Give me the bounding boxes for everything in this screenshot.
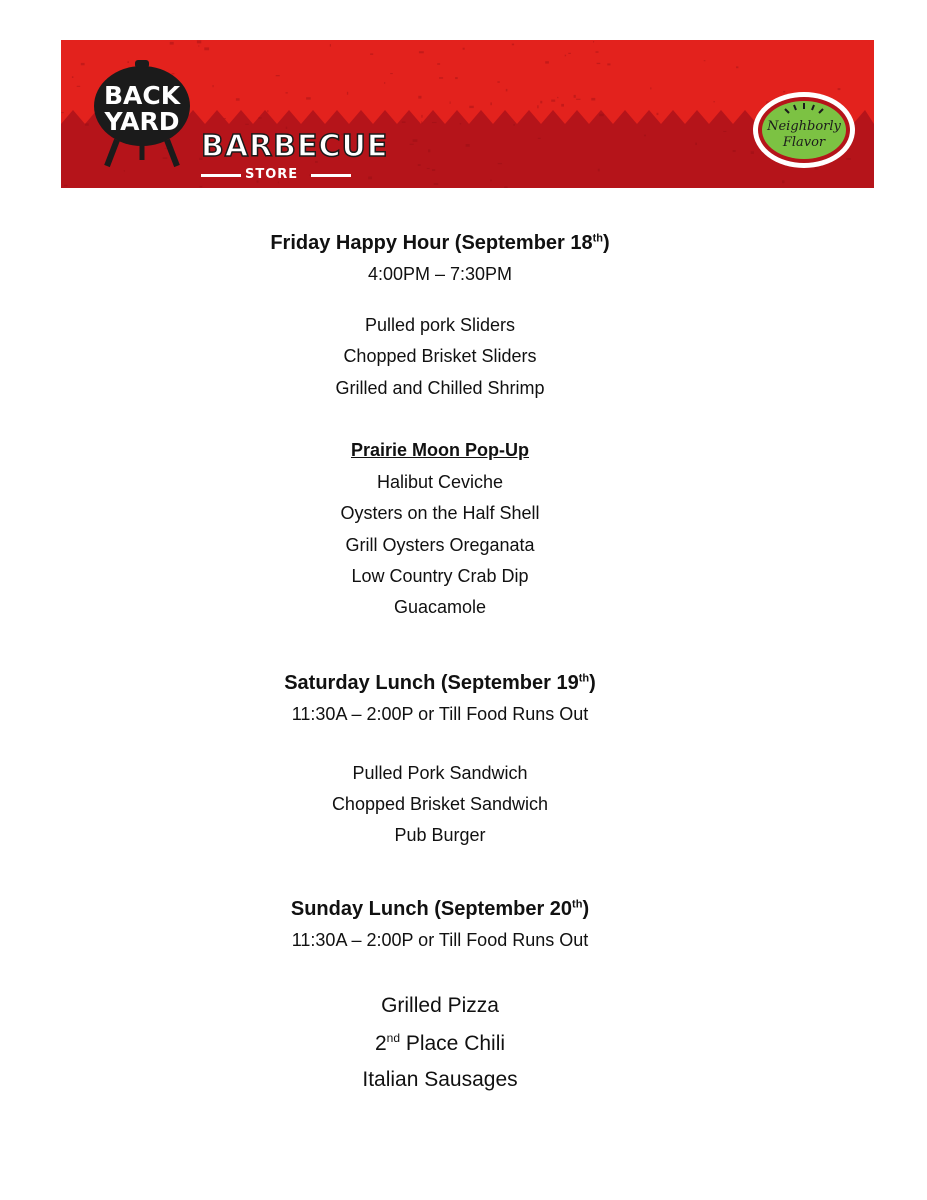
texture-speck — [170, 42, 174, 45]
texture-speck — [512, 44, 514, 46]
texture-speck — [490, 102, 492, 105]
texture-speck — [695, 143, 697, 146]
store-rule-right — [311, 174, 351, 177]
texture-speck — [437, 63, 440, 65]
texture-speck — [419, 51, 424, 53]
texture-speck — [197, 40, 201, 43]
texture-speck — [77, 86, 81, 87]
texture-speck — [200, 186, 203, 188]
texture-speck — [537, 105, 538, 108]
texture-speck — [64, 185, 68, 187]
texture-speck — [286, 92, 288, 93]
texture-speck — [607, 63, 610, 65]
texture-speck — [439, 77, 443, 79]
texture-speck — [733, 150, 736, 152]
texture-speck — [568, 53, 571, 54]
texture-speck — [545, 61, 549, 63]
texture-speck — [427, 168, 430, 169]
texture-speck — [434, 183, 439, 185]
texture-speck — [599, 114, 604, 116]
texture-speck — [736, 66, 738, 68]
menu-item: Pub Burger — [394, 825, 486, 845]
texture-speck — [81, 63, 85, 65]
texture-speck — [198, 46, 199, 47]
texture-speck — [384, 82, 385, 84]
texture-speck — [455, 77, 458, 79]
texture-speck — [402, 121, 406, 123]
texture-speck — [276, 75, 280, 76]
sunday-heading: Sunday Lunch (September 20th) — [290, 898, 590, 920]
texture-speck — [413, 139, 418, 142]
texture-speck — [561, 104, 564, 107]
texture-speck — [421, 115, 422, 118]
texture-speck — [258, 117, 261, 118]
texture-speck — [497, 81, 499, 83]
texture-speck — [576, 99, 580, 100]
texture-speck — [463, 48, 465, 50]
texture-speck — [428, 149, 430, 152]
texture-speck — [498, 163, 502, 164]
saturday-time: 11:30A – 2:00P or Till Food Runs Out — [291, 704, 589, 724]
texture-speck — [557, 97, 558, 98]
texture-speck — [204, 47, 209, 50]
texture-speck — [418, 164, 421, 166]
barbecue-wordmark: BARBECUE — [201, 129, 389, 164]
texture-speck — [714, 101, 715, 102]
menu-item: Italian Sausages — [362, 1068, 518, 1091]
texture-speck — [704, 60, 706, 61]
menu-item: Low Country Crab Dip — [351, 566, 529, 586]
texture-speck — [591, 98, 595, 101]
texture-speck — [418, 96, 421, 99]
texture-speck — [370, 53, 373, 55]
texture-speck — [596, 51, 599, 53]
menu-item: Halibut Ceviche — [376, 472, 504, 492]
texture-speck — [650, 87, 651, 89]
svg-text:YARD: YARD — [104, 107, 180, 136]
texture-speck — [72, 76, 74, 78]
store-wordmark: STORE — [245, 167, 299, 182]
menu-item: 2nd Place Chili — [374, 1031, 506, 1055]
header-banner — [61, 40, 874, 188]
store-rule-left — [201, 174, 241, 177]
friday-time: 4:00PM – 7:30PM — [367, 264, 513, 284]
texture-speck — [538, 138, 541, 139]
svg-text:BACK: BACK — [103, 81, 181, 110]
texture-speck — [267, 110, 268, 112]
texture-speck — [61, 112, 64, 113]
texture-speck — [245, 124, 248, 125]
texture-speck — [466, 144, 470, 147]
texture-speck — [224, 118, 226, 119]
texture-speck — [540, 101, 542, 104]
texture-speck — [513, 124, 515, 126]
menu-item: Grilled and Chilled Shrimp — [335, 378, 545, 398]
texture-speck — [782, 180, 785, 183]
texture-speck — [490, 180, 491, 182]
friday-heading: Friday Happy Hour (September 18th) — [270, 232, 610, 254]
texture-speck — [124, 170, 125, 171]
texture-speck — [421, 121, 422, 124]
texture-speck — [330, 44, 331, 47]
texture-speck — [306, 97, 311, 99]
svg-text:Flavor: Flavor — [782, 135, 826, 150]
texture-speck — [450, 101, 451, 104]
menu-item: Grill Oysters Oreganata — [345, 535, 535, 555]
menu-item: Oysters on the Half Shell — [340, 503, 540, 523]
backyard-grill-logo — [87, 60, 197, 170]
texture-speck — [574, 95, 576, 98]
texture-speck — [565, 55, 566, 57]
menu-item: Pulled pork Sliders — [364, 315, 516, 335]
popup-title: Prairie Moon Pop-Up — [350, 440, 529, 460]
saturday-heading: Saturday Lunch (September 19th) — [284, 672, 596, 694]
texture-speck — [460, 123, 462, 125]
texture-speck — [597, 63, 601, 64]
menu-item: Pulled Pork Sandwich — [352, 763, 528, 783]
svg-text:Neighborly: Neighborly — [767, 119, 841, 134]
texture-speck — [213, 85, 214, 87]
texture-speck — [236, 98, 240, 101]
menu-item: Guacamole — [393, 597, 487, 617]
texture-speck — [504, 187, 508, 189]
neighborly-flavor-badge — [752, 90, 856, 170]
texture-speck — [644, 135, 646, 137]
texture-speck — [551, 100, 555, 102]
texture-speck — [368, 177, 372, 180]
texture-speck — [347, 92, 348, 95]
texture-speck — [390, 73, 393, 74]
menu-item: Chopped Brisket Sandwich — [331, 794, 549, 814]
texture-speck — [723, 131, 726, 132]
texture-speck — [432, 169, 435, 171]
texture-speck — [598, 169, 600, 172]
menu-item: Chopped Brisket Sliders — [343, 346, 537, 366]
texture-speck — [593, 41, 594, 42]
texture-speck — [506, 89, 508, 92]
texture-speck — [432, 122, 437, 123]
texture-speck — [657, 113, 659, 115]
texture-speck — [410, 144, 414, 145]
sunday-time: 11:30A – 2:00P or Till Food Runs Out — [291, 930, 589, 950]
menu-item: Grilled Pizza — [381, 994, 499, 1017]
texture-speck — [469, 106, 474, 108]
